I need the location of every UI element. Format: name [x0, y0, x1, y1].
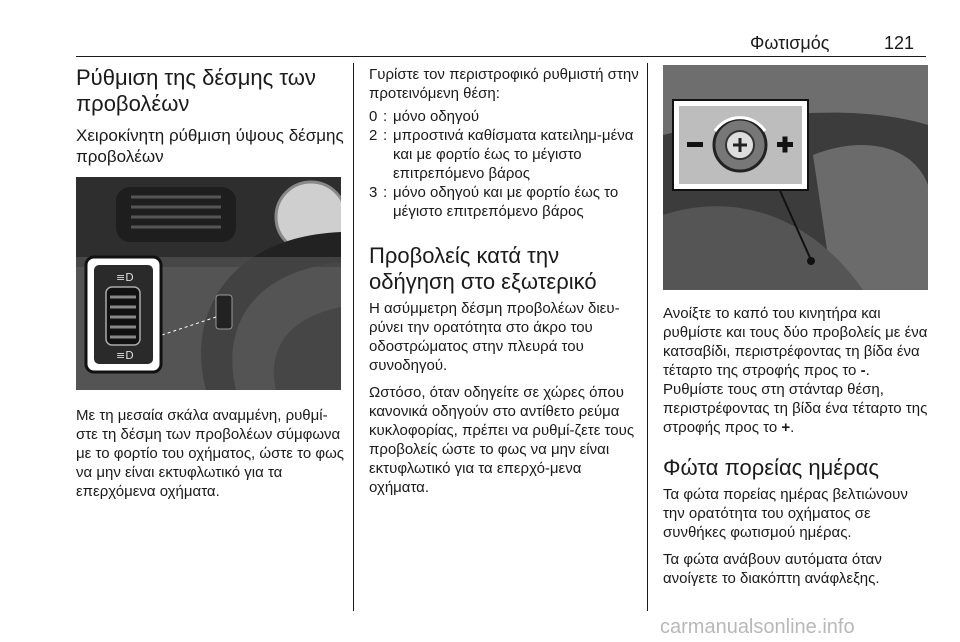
minus-symbol: -: [860, 362, 866, 379]
plus-symbol: +: [781, 419, 791, 436]
separator: :: [383, 184, 388, 201]
position-text: μόνο οδηγού: [393, 108, 480, 125]
position-key: 0: [369, 108, 378, 125]
air-vent-icon: [116, 187, 236, 242]
subheading-manual-range: Χειροκίνητη ρύθμιση ύψους δέσμης προβολέων: [76, 126, 344, 166]
paragraph-turn-dial: Γυρίστε τον περιστροφικό ρυθμιστή στην προτεινόμενη θέση:: [369, 66, 639, 102]
text-segment: Ανοίξτε το καπό του κινητήρα και ρυθμίστε και τους δύο προβολείς με ένα κατσαβίδι, περιστρέφοντας τη βίδα ένα τέταρτο της στροφής προς το: [663, 305, 928, 379]
position-text: μπροστινά καθίσματα κατειλημ-μένα και με φορτίο έως το μέγιστο επιτρεπόμενο βάρος: [393, 127, 634, 182]
switch-location-icon: [216, 295, 232, 329]
paragraph-beam-instructions: Με τη μεσαία σκάλα αναμμένη, ρυθμί-στε τη δέσμη των προβολέων σύμφωνα με το φορτίο του οχήματος, ώστε το φως να μην είναι εκτυφλωτικό για τα επερχόμενα οχήματα.: [76, 407, 345, 500]
watermark: carmanualsonline.info: [660, 616, 855, 638]
heading-daytime-running-lights: Φώτα πορείας ημέρας: [663, 455, 879, 480]
paragraph-adjust-headlamps: [663, 304, 933, 437]
svg-text:≡D: ≡D: [116, 349, 134, 362]
dashboard-control-photo: [76, 177, 341, 390]
separator: :: [383, 127, 388, 144]
headlamp-adjuster-photo: [663, 65, 928, 290]
text-segment: .: [790, 419, 795, 436]
heading-beam-adjustment: Ρύθμιση της δέσμης των προβολέων: [76, 65, 316, 116]
column-left: [76, 65, 346, 509]
separator: :: [383, 108, 388, 125]
column-divider: [353, 63, 354, 611]
list-item: [369, 107, 639, 126]
position-key: 2: [369, 127, 378, 144]
position-text: μόνο οδηγού και με φορτίο έως το μέγιστο επιτρεπόμενο βάρος: [393, 184, 619, 220]
heading-driving-abroad: Προβολείς κατά την οδήγηση στο εξωτερικό: [369, 243, 597, 294]
adjuster-screw-magnified: [673, 100, 808, 190]
page-header: [0, 0, 960, 58]
paragraph-asymmetric-beam: Η ασύμμετρη δέσμη προβολέων διευ-ρύνει την ορατότητα στο άκρο του οδοστρώματος στην πλευρά του συνοδηγού.: [369, 300, 620, 374]
paragraph-drl-automatic: Τα φώτα ανάβουν αυτόματα όταν ανοίγετε το διακόπτη ανάφλεξης.: [663, 551, 882, 587]
page-number: 121: [884, 33, 915, 53]
paragraph-drl-visibility: Τα φώτα πορείας ημέρας βελτιώνουν την ορατότητα του οχήματος σε συνθήκες φωτισμού ημέρας.: [663, 486, 908, 541]
column-middle: [369, 65, 639, 505]
list-item: [369, 126, 639, 183]
position-key: 3: [369, 184, 378, 201]
section-title: Φωτισμός: [750, 33, 830, 53]
text-segment: . Ρυθμίστε τους στη στάνταρ θέση, περιστρέφοντας τη βίδα ένα τέταρτο της στροφής προς το: [663, 362, 928, 436]
svg-text:≡D: ≡D: [116, 271, 134, 284]
paragraph-driving-abroad: Ωστόσο, όταν οδηγείτε σε χώρες όπου κανονικά οδηγούν στο αντίθετο ρεύμα κυκλοφορίας, πρέπει να ρυθμί-ζετε τους προβολείς ώστε το φως να μην είναι εκτυφλωτικό για τα επερχό-μενα οχήματα.: [369, 384, 635, 496]
list-item: [369, 183, 639, 221]
column-divider: [647, 63, 648, 611]
minus-icon: [687, 142, 703, 147]
position-list: [369, 107, 639, 221]
header-rule: [76, 56, 926, 57]
headlight-range-control-magnified: [86, 257, 161, 372]
column-right: [663, 65, 933, 596]
